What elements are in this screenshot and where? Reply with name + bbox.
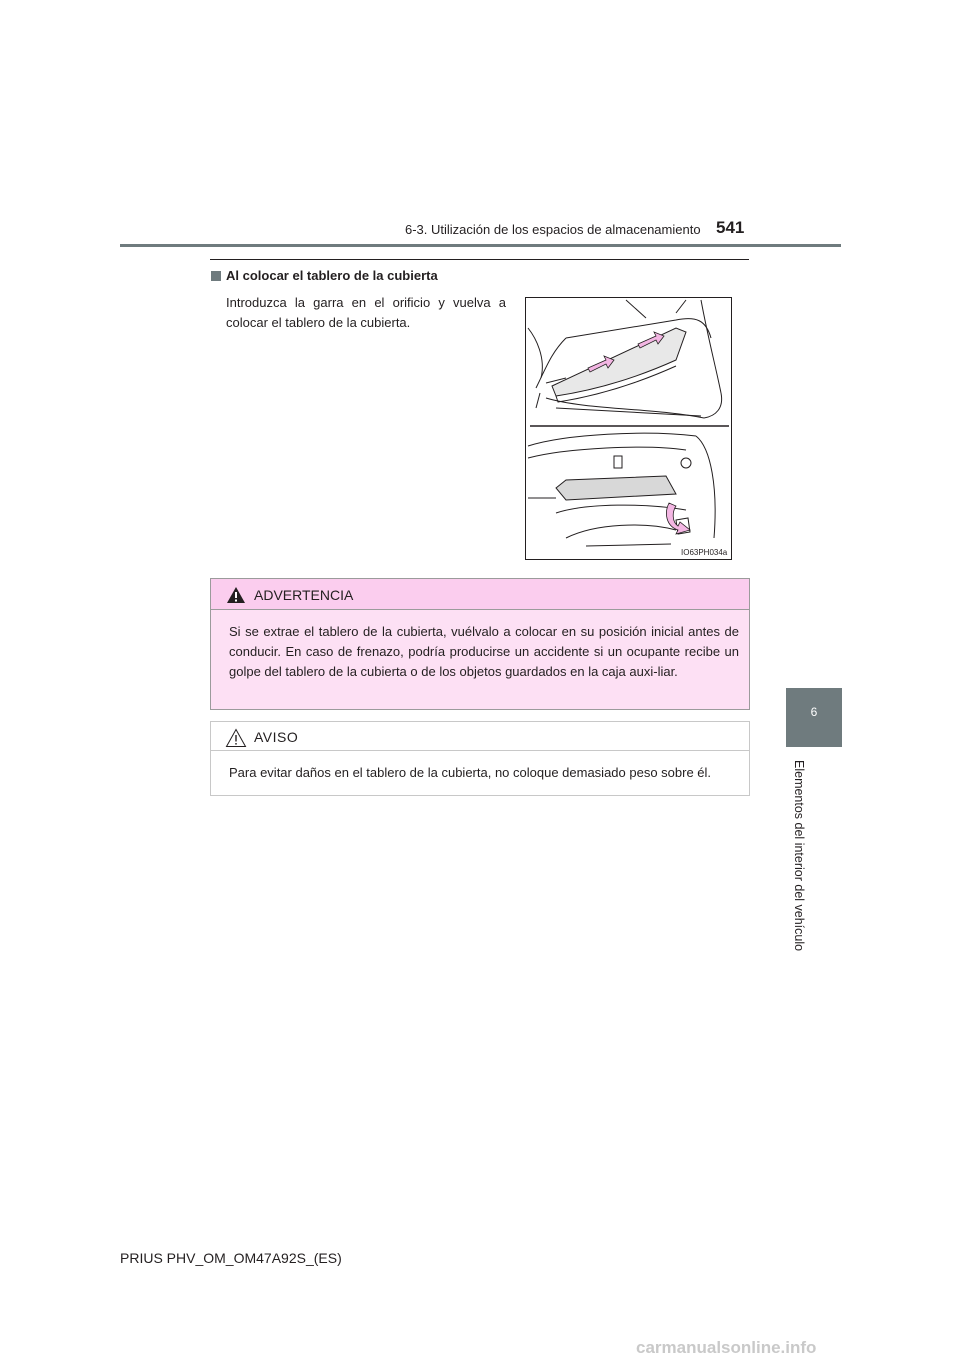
- footer-doc-id: PRIUS PHV_OM_OM47A92S_(ES): [120, 1250, 342, 1266]
- cover-board-illustration: [525, 297, 732, 560]
- section-rule: [210, 259, 749, 260]
- warning-text: Si se extrae el tablero de la cubierta, vuélvalo a colocar en su posición inicial antes de conducir. En caso de frenazo, podría producirse un accidente si un ocupante recibe un golpe del tablero de la cubierta o de los objetos guardados en la caja auxi-liar.: [229, 624, 739, 679]
- header-rule: [120, 244, 841, 247]
- figure-code: IO63PH034a: [681, 548, 728, 557]
- chapter-tab-number: 6: [810, 705, 818, 719]
- caution-triangle-icon: [225, 728, 247, 748]
- trunk-illustration-svg: [526, 298, 732, 560]
- page-number: 541: [716, 218, 745, 237]
- running-header-section: 6-3. Utilización de los espacios de almacenamiento: [405, 222, 701, 237]
- chapter-tab-label: Elementos del interior del vehículo: [792, 760, 806, 952]
- notice-text: Para evitar daños en el tablero de la cubierta, no coloque demasiado peso sobre él.: [229, 765, 712, 780]
- section-body: Introduzca la garra en el orificio y vuelva a colocar el tablero de la cubierta.: [226, 295, 506, 330]
- watermark: carmanualsonline.info: [636, 1338, 817, 1357]
- notice-title: AVISO: [254, 729, 299, 745]
- warning-triangle-icon: [226, 586, 246, 604]
- section-title: Al colocar el tablero de la cubierta: [226, 268, 438, 283]
- warning-title: ADVERTENCIA: [254, 587, 354, 603]
- section-bullet-icon: [211, 271, 221, 281]
- notice-divider: [211, 750, 749, 751]
